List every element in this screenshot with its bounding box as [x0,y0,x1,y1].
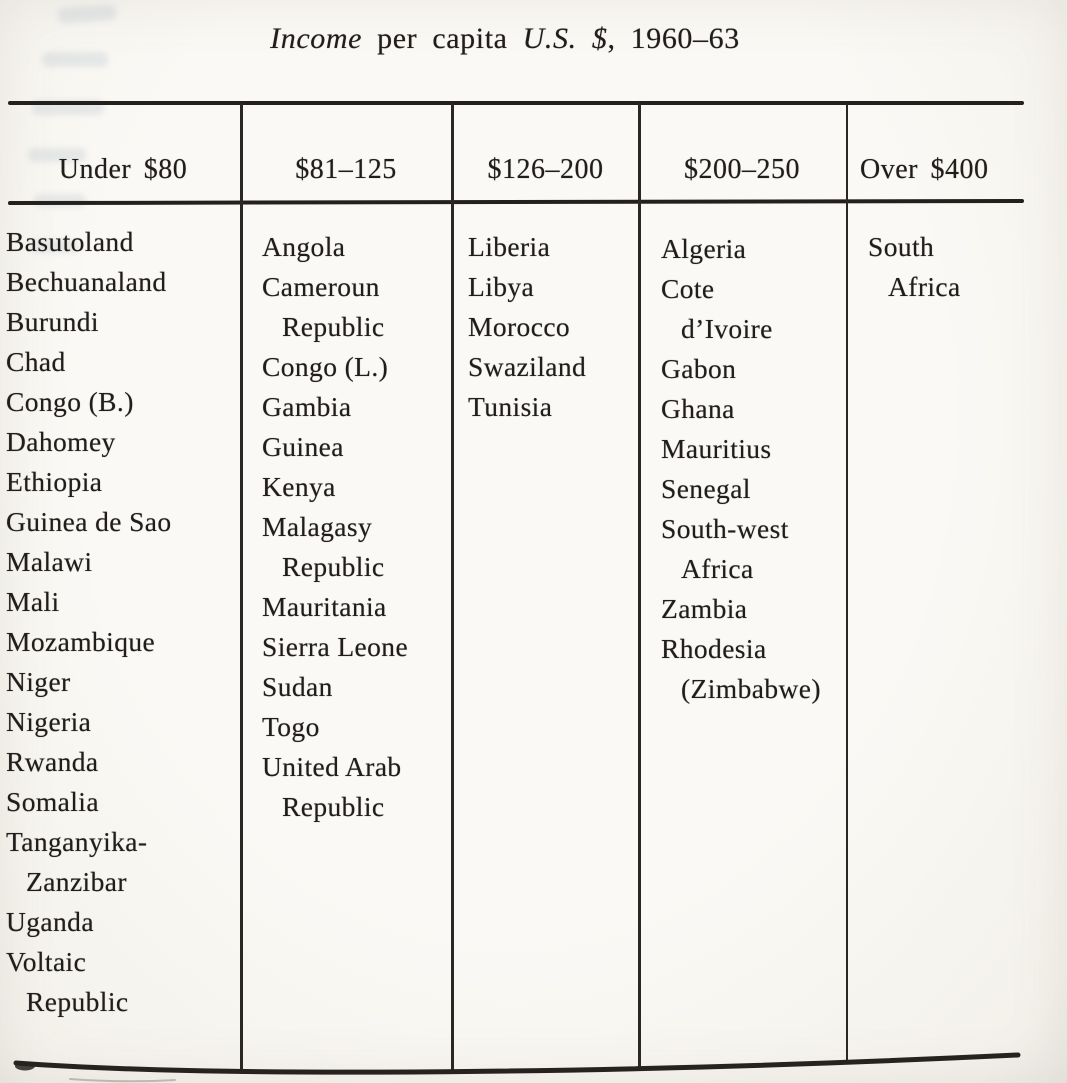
column-header-under-80: Under $80 [58,154,188,185]
country-line: Bechuanaland [6,266,167,297]
column-header-over-400: Over $400 [860,154,989,185]
country-line: Africa [888,271,961,302]
country-line: Libya [468,271,535,302]
country-line: Rhodesia [661,633,767,664]
column-body-126-200 [468,227,586,427]
header-bottom-rule [8,198,1024,204]
table-title [40,22,970,56]
country-line: Republic [282,551,385,582]
country-line: Rwanda [6,746,99,777]
country-line: Burundi [6,306,99,337]
country-line: d’Ivoire [681,313,773,344]
country-line: Liberia [468,231,551,262]
country-line: Togo [262,711,320,742]
column-divider [638,103,641,1068]
title-year-range: , 1960–63 [607,22,740,55]
country-line: Ethiopia [6,466,103,497]
country-line: Republic [26,986,129,1017]
country-line: Mali [6,586,60,617]
country-line: Tanganyika- [6,826,148,857]
country-line: Mauritius [661,433,772,464]
column-divider [451,103,454,1072]
country-line: Voltaic [6,946,87,977]
title-per-capita: per capita [362,22,523,55]
country-line: Gambia [262,391,352,422]
country-line: Malagasy [262,511,373,542]
country-line: Republic [282,791,385,822]
column-divider [846,103,849,1061]
country-line: South-west [661,513,789,544]
country-line: Malawi [6,546,93,577]
country-line: Senegal [661,473,751,504]
country-line: Guinea [262,431,344,462]
column-body-under-80 [6,222,172,1022]
country-line: Algeria [661,233,747,264]
country-line: Congo (B.) [6,386,134,417]
country-line: Sierra Leone [262,631,409,662]
title-us-dollar: U.S. $ [522,22,608,55]
country-line: Angola [262,231,346,262]
country-line: Africa [681,553,754,584]
country-line: Nigeria [6,706,92,737]
table-top-rule [8,101,1024,105]
country-line: Zanzibar [26,866,127,897]
country-line: Tunisia [468,391,553,422]
country-line: Morocco [468,311,571,342]
country-line: Guinea de Sao [6,506,172,537]
country-line: Mauritania [262,591,387,622]
column-header-126-200: $126–200 [487,154,604,185]
country-line: Cameroun [262,271,380,302]
country-line: Swaziland [468,351,587,382]
country-line: Dahomey [6,426,116,457]
country-line: Uganda [6,906,94,937]
country-line: Ghana [661,393,735,424]
country-line: Sudan [262,671,333,702]
country-line: Zambia [661,593,748,624]
column-body-81-125 [262,227,408,827]
column-header-200-250: $200–250 [684,154,800,185]
country-line: Gabon [661,353,737,384]
country-line: Mozambique [6,626,156,657]
country-line: Chad [6,346,66,377]
country-line: Cote [661,273,715,304]
country-line: Niger [6,666,71,697]
country-line: Republic [282,311,385,342]
column-header-81-125: $81–125 [295,154,397,185]
country-line: Somalia [6,786,99,817]
column-body-200-250 [661,229,821,709]
country-line: Kenya [262,471,336,502]
country-line: Basutoland [6,226,134,257]
country-line: South [868,231,935,262]
column-divider [240,103,243,1074]
country-line: United Arab [262,751,402,782]
country-line: (Zimbabwe) [681,673,821,704]
title-word-income: Income [270,22,363,55]
column-body-over-400 [868,227,961,307]
country-line: Congo (L.) [262,351,389,382]
